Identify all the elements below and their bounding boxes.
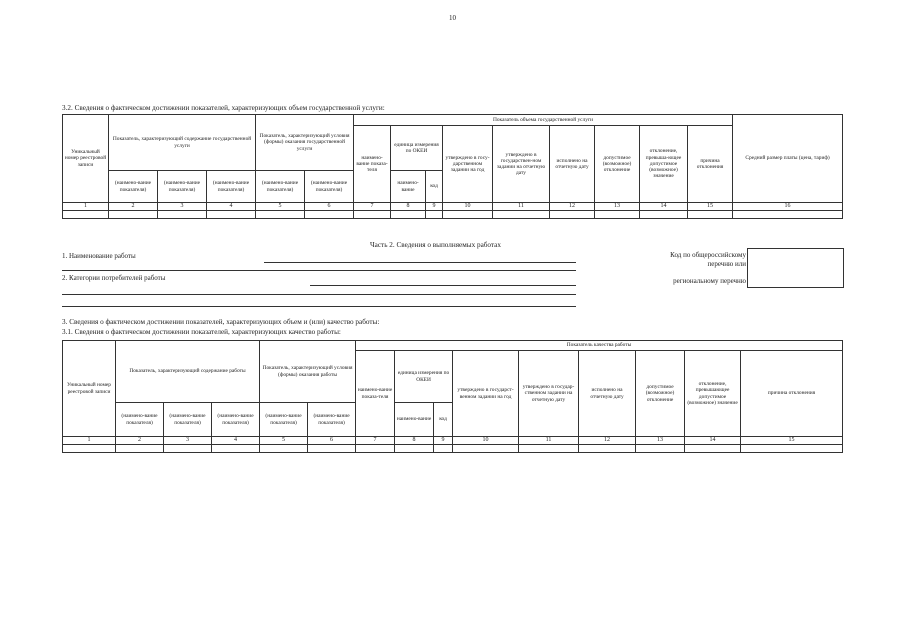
- q-col-number: 7: [356, 437, 395, 445]
- code-label-3: региональному перечню: [673, 277, 746, 285]
- conditions-sub-name-2: (наимено-вание показателя): [305, 171, 354, 203]
- work-name-line-2: [62, 270, 576, 271]
- volume-table: [62, 114, 843, 219]
- content-sub-name-3: (наимено-вание показателя): [207, 171, 256, 203]
- col-allowed-deviation: допустимое (возможное) отклонение: [595, 126, 640, 203]
- unit-name: наимено-вание: [391, 171, 426, 203]
- page-number: 10: [449, 14, 456, 22]
- q-col-number: 6: [308, 437, 356, 445]
- col-number: 7: [354, 203, 391, 211]
- q-col-number: 12: [579, 437, 636, 445]
- col-executed: исполнено на отчетную дату: [550, 126, 595, 203]
- col-deviation-exceeding: отклонение, превыша-ющее допустимое (возможное) значение: [640, 126, 688, 203]
- col-unit: единица измерения по ОКЕИ: [391, 126, 443, 171]
- content-sub-name-2: (наимено-вание показателя): [158, 171, 207, 203]
- q-conditions-sub-name-2: (наимено-вание показателя): [308, 403, 356, 437]
- q-col-executed: исполнено на отчетную дату: [579, 351, 636, 437]
- col-number: 1: [63, 203, 109, 211]
- col-number: 15: [688, 203, 733, 211]
- table-row: [63, 445, 843, 453]
- q-unit-code: код: [434, 403, 453, 437]
- col-number: 10: [443, 203, 493, 211]
- q-col-allowed-deviation: допустимое (возможное) отклонение: [636, 351, 685, 437]
- code-label-1: Код по общероссийскому: [670, 251, 746, 259]
- consumers-line: [310, 285, 576, 286]
- col-number: 9: [426, 203, 443, 211]
- unit-code: код: [426, 171, 443, 203]
- col-indicator-name: наимено-вание показа-теля: [354, 126, 391, 203]
- q-col-number: 14: [685, 437, 741, 445]
- code-box[interactable]: [747, 248, 844, 288]
- col-number: 16: [733, 203, 843, 211]
- q-unit-name: наимено-вание: [395, 403, 434, 437]
- q-col-conditions-indicator: Показатель, характеризующий условия (формы) оказания работы: [260, 341, 356, 403]
- q-col-number: 8: [395, 437, 434, 445]
- col-approved-task: утверждено в госу-дарственном задании на год: [443, 126, 493, 203]
- consumers-label: 2. Категории потребителей работы: [62, 274, 166, 282]
- q-col-approved-date: утверждено в государ-ственном задании на отчетную дату: [519, 351, 579, 437]
- table-row: [63, 211, 843, 219]
- q-col-unit: единица измерения по ОКЕИ: [395, 351, 453, 403]
- section-3-title: 3. Сведения о фактическом достижении показателей, характеризующих объем и (или) качество работы:: [62, 318, 380, 326]
- q-col-number: 10: [453, 437, 519, 445]
- q-col-reason: причина отклонения: [741, 351, 843, 437]
- q-col-deviation-exceeding: отклонение, превышающее допустимое (возможное) значение: [685, 351, 741, 437]
- col-number: 14: [640, 203, 688, 211]
- q-content-sub-name-3: (наимено-вание показателя): [212, 403, 260, 437]
- col-number: 6: [305, 203, 354, 211]
- content-sub-name-1: (наимено-вание показателя): [109, 171, 158, 203]
- code-label-2: перечню или: [707, 260, 746, 268]
- col-content-indicator: Показатель, характеризующий содержание государственной услуги: [109, 115, 256, 171]
- col-number: 4: [207, 203, 256, 211]
- work-name-line: [264, 262, 576, 263]
- consumers-line-3: [62, 306, 576, 307]
- q-content-sub-name-2: (наимено-вание показателя): [164, 403, 212, 437]
- col-number: 11: [493, 203, 550, 211]
- q-col-number: 2: [116, 437, 164, 445]
- section-3-2-title: 3.2. Сведения о фактическом достижении показателей, характеризующих объем государственной услуги:: [62, 104, 385, 112]
- consumers-line-2: [62, 294, 576, 295]
- q-col-number: 15: [741, 437, 843, 445]
- q-col-number: 1: [63, 437, 116, 445]
- col-number: 2: [109, 203, 158, 211]
- q-col-number: 5: [260, 437, 308, 445]
- q-conditions-sub-name-1: (наимено-вание показателя): [260, 403, 308, 437]
- work-name-label: 1. Наименование работы: [62, 252, 136, 260]
- part2-title: Часть 2. Сведения о выполняемых работах: [370, 241, 501, 249]
- q-col-quality-indicator: Показатель качества работы: [356, 341, 843, 351]
- col-avg-fee: Средний размер платы (цена, тариф): [733, 115, 843, 203]
- q-col-unique-number: Уникальный номер реестровой записи: [63, 341, 116, 437]
- q-content-sub-name-1: (наимено-вание показателя): [116, 403, 164, 437]
- q-col-approved-task: утверждено в государст-венном задании на год: [453, 351, 519, 437]
- col-number: 13: [595, 203, 640, 211]
- q-col-number: 13: [636, 437, 685, 445]
- col-unique-number: Уникальный номер реестровой записи: [63, 115, 109, 203]
- q-col-number: 4: [212, 437, 260, 445]
- col-approved-date: утверждено в государствен-ном задании на отчетную дату: [493, 126, 550, 203]
- conditions-sub-name-1: (наимено-вание показателя): [256, 171, 305, 203]
- col-number: 3: [158, 203, 207, 211]
- col-number: 5: [256, 203, 305, 211]
- q-col-indicator-name: наимено-вание показа-теля: [356, 351, 395, 437]
- q-col-number: 3: [164, 437, 212, 445]
- col-number: 12: [550, 203, 595, 211]
- col-number: 8: [391, 203, 426, 211]
- col-reason: причина отклонения: [688, 126, 733, 203]
- quality-table: [62, 340, 843, 453]
- section-3-1-title: 3.1. Сведения о фактическом достижении показателей, характеризующих качество работы:: [62, 328, 341, 336]
- q-col-content-indicator: Показатель, характеризующий содержание работы: [116, 341, 260, 403]
- col-conditions-indicator: Показатель, характеризующий условия (формы) оказания государственной услуги: [256, 115, 354, 171]
- q-col-number: 9: [434, 437, 453, 445]
- q-col-number: 11: [519, 437, 579, 445]
- col-volume-indicator: Показатель объема государственной услуги: [354, 115, 733, 126]
